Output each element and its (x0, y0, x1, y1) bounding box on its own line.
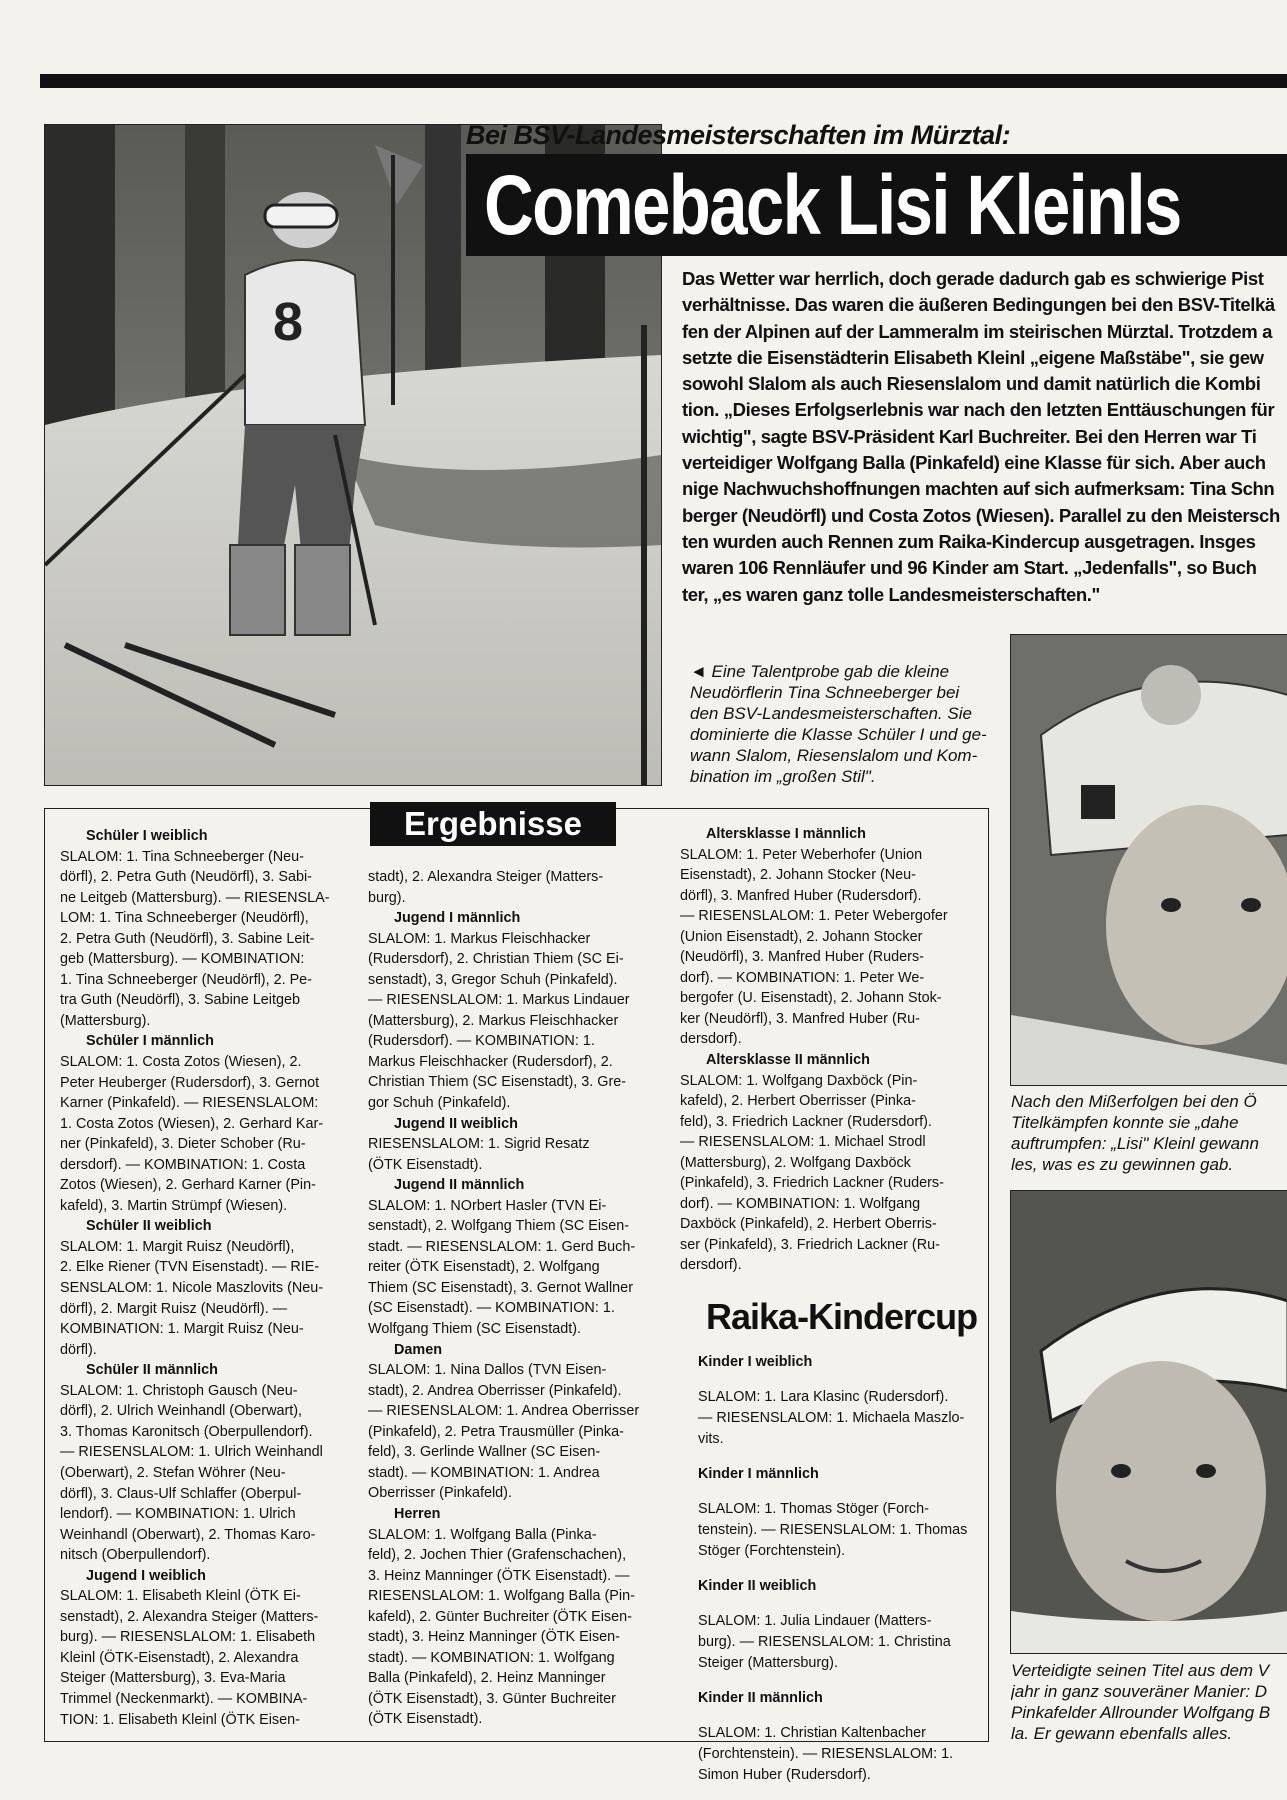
result-line: stadt). — KOMBINATION: 1. Andrea (368, 1464, 600, 1481)
result-line: (Neudörfl), 3. Manfred Huber (Ruders- (680, 949, 924, 966)
result-line: (Forchtenstein). — RIESENSLALOM: 1. (698, 1746, 954, 1762)
result-line: nitsch (Oberpullendorf). (60, 1547, 211, 1564)
result-line: kafeld), 3. Martin Strümpf (Wiesen). (60, 1197, 288, 1214)
result-line: Steiger (Mattersburg), 3. Eva-Maria (60, 1670, 286, 1687)
result-line: gor Schuh (Pinkafeld). (368, 1095, 511, 1112)
result-line: SENSLALOM: 1. Nicole Maszlovits (Neu- (60, 1280, 324, 1297)
category-heading: Kinder II weiblich (698, 1578, 817, 1594)
result-line: dörfl), 2. Ulrich Weinhandl (Oberwart), (60, 1403, 303, 1420)
result-line: SLALOM: 1. Thomas Stöger (Forch- (698, 1501, 929, 1517)
caption-line: den BSV-Landesmeisterschaften. Sie (690, 704, 972, 723)
category-heading: Jugend I weiblich (86, 1567, 206, 1584)
category-heading: Schüler II weiblich (86, 1218, 212, 1235)
lead-line: tion. „Dieses Erfolgserlebnis war nach den letzten Enttäuschungen für (682, 399, 1275, 421)
category-heading: Kinder I weiblich (698, 1354, 813, 1370)
caption-line: jahr in ganz souveräner Manier: D (1011, 1682, 1268, 1701)
result-line: tenstein). — RIESENSLALOM: 1. Thomas (698, 1522, 968, 1538)
result-line: — RIESENSLALOM: 1. Michael Strodl (680, 1134, 926, 1151)
category-heading: Schüler I männlich (86, 1033, 214, 1050)
lead-line: berger (Neudörfl) und Costa Zotos (Wiesen). Parallel zu den Meistersch (682, 504, 1280, 526)
lead-line: nige Nachwuchshoffnungen machten auf sich aufmerksam: Tina Schn (682, 478, 1275, 500)
category-heading: Schüler II männlich (86, 1362, 218, 1379)
result-line: (Union Eisenstadt), 2. Johann Stocker (680, 928, 923, 945)
result-line: Trimmel (Neckenmarkt). — KOMBINA- (60, 1690, 308, 1707)
result-line: stadt), 2. Alexandra Steiger (Matters- (368, 869, 604, 885)
result-line: vits. (698, 1431, 724, 1447)
result-line: feld), 2. Jochen Thier (Grafenschachen), (368, 1547, 627, 1564)
lead-line: verhältnisse. Das waren die äußeren Bedingungen bei den BSV-Titelkä (682, 294, 1275, 316)
portrait-girl-photo (1010, 634, 1287, 1086)
result-line: senstadt), 2. Alexandra Steiger (Matters- (60, 1608, 319, 1625)
result-line: stadt), 2. Andrea Oberrisser (Pinkafeld). (368, 1382, 622, 1399)
spacer (698, 1597, 983, 1611)
lead-paragraph (682, 266, 1287, 608)
caption-line: bination im „großen Stil". (690, 767, 876, 786)
category-heading: Damen (394, 1341, 442, 1358)
result-line: burg). — RIESENSLALOM: 1. Elisabeth (60, 1629, 316, 1646)
result-line: kafeld), 2. Günter Buchreiter (ÖTK Eisen- (368, 1608, 632, 1625)
result-line: dörfl). (60, 1341, 97, 1358)
category-heading: Jugend II weiblich (394, 1115, 518, 1132)
lead-line: wichtig", sagte BSV-Präsident Karl Buchreiter. Bei den Herren war Ti (682, 425, 1257, 447)
lead-line: ter, „es waren ganz tolle Landesmeisterschaften." (682, 583, 1100, 605)
category-heading: Kinder I männlich (698, 1466, 819, 1482)
result-line: Weinhandl (Oberwart), 2. Thomas Karo- (60, 1526, 316, 1543)
result-line: senstadt), 3, Gregor Schuh (Pinkafeld). (368, 971, 618, 988)
category-heading: Kinder II männlich (698, 1690, 823, 1706)
result-line: dersdorf). — KOMBINATION: 1. Costa (60, 1156, 306, 1173)
result-line: 2. Elke Riener (TVN Eisenstadt). — RIE- (60, 1259, 320, 1276)
spacer (698, 1709, 983, 1723)
kindercup-title: Raika-Kindercup (706, 1296, 978, 1337)
caption-line: Neudörflerin Tina Schneeberger bei (690, 683, 960, 702)
caption-line: Verteidigte seinen Titel aus dem V (1011, 1661, 1270, 1680)
result-line: Thiem (SC Eisenstadt), 3. Gernot Wallner (368, 1279, 633, 1296)
result-line: dörfl), 3. Manfred Huber (Rudersdorf). (680, 887, 922, 904)
category-heading: Altersklasse I männlich (706, 826, 866, 842)
result-line: 1. Tina Schneeberger (Neudörfl), 2. Pe- (60, 971, 312, 988)
result-line: (ÖTK Eisenstadt). (368, 1711, 483, 1728)
spacer (698, 1450, 983, 1464)
result-line: ner (Pinkafeld), 3. Dieter Schober (Ru- (60, 1136, 306, 1153)
result-line: dersdorf). (680, 1031, 742, 1048)
result-line: KOMBINATION: 1. Margit Ruisz (Neu- (60, 1321, 304, 1338)
lead-line: Das Wetter war herrlich, doch gerade dadurch gab es schwierige Pist (682, 268, 1264, 289)
caption-line: ◄ Eine Talentprobe gab die kleine (690, 662, 950, 681)
result-line: lendorf). — KOMBINATION: 1. Ulrich (60, 1506, 296, 1523)
category-heading: Jugend I männlich (394, 910, 521, 927)
result-line: SLALOM: 1. Costa Zotos (Wiesen), 2. (60, 1054, 302, 1071)
result-line: Simon Huber (Rudersdorf). (698, 1767, 871, 1783)
result-line: dörfl), 2. Petra Guth (Neudörfl), 3. Sabi- (60, 869, 312, 886)
headline-text: Comeback Lisi Kleinls (484, 158, 1181, 252)
result-line: SLALOM: 1. NOrbert Hasler (TVN Ei- (368, 1197, 607, 1214)
results-column-1 (60, 826, 356, 1730)
result-line: burg). (368, 889, 406, 906)
result-line: ser (Pinkafeld), 3. Friedrich Lackner (Ru- (680, 1236, 940, 1253)
lead-line: fen der Alpinen auf der Lammeralm im steirischen Mürztal. Trotzdem a (682, 320, 1272, 342)
result-line: SLALOM: 1. Tina Schneeberger (Neu- (60, 848, 304, 865)
svg-text:8: 8 (273, 292, 304, 352)
category-heading: Altersklasse II männlich (706, 1052, 870, 1069)
result-line: tra Guth (Neudörfl), 3. Sabine Leitgeb (60, 992, 300, 1009)
result-line: 3. Thomas Karonitsch (Oberpullendorf). (60, 1423, 313, 1440)
result-line: SLALOM: 1. Christoph Gausch (Neu- (60, 1382, 298, 1399)
result-line: dorf). — KOMBINATION: 1. Wolfgang (680, 1195, 921, 1212)
result-line: RIESENSLALOM: 1. Wolfgang Balla (Pin- (368, 1588, 635, 1605)
caption-line: Pinkafelder Allrounder Wolfgang B (1011, 1703, 1271, 1722)
spacer (698, 1562, 983, 1576)
result-line: (Mattersburg), 2. Wolfgang Daxböck (680, 1154, 911, 1171)
result-line: SLALOM: 1. Christian Kaltenbacher (698, 1725, 926, 1741)
caption-line: Titelkämpfen konnte sie „dahe (1011, 1113, 1239, 1132)
result-line: Daxböck (Pinkafeld), 2. Herbert Oberris- (680, 1216, 937, 1233)
lead-line: ten wurden auch Rennen zum Raika-Kindercup ausgetragen. Insges (682, 530, 1256, 552)
result-line: Karner (Pinkafeld). — RIESENSLALOM: (60, 1095, 319, 1112)
result-line: senstadt), 2. Wolfgang Thiem (SC Eisen- (368, 1218, 630, 1235)
result-line: stadt), 3. Heinz Manninger (ÖTK Eisen- (368, 1629, 620, 1646)
lead-line: verteidiger Wolfgang Balla (Pinkafeld) eine Klasse für sich. Aber auch (682, 452, 1266, 474)
result-line: feld), 3. Friedrich Lackner (Rudersdorf). (680, 1113, 932, 1130)
result-line: — RIESENSLALOM: 1. Ulrich Weinhandl (60, 1444, 323, 1461)
result-line: Steiger (Mattersburg). (698, 1655, 838, 1671)
result-line: SLALOM: 1. Margit Ruisz (Neudörfl), (60, 1238, 295, 1255)
results-title: Ergebnisse (370, 802, 616, 846)
result-line: — RIESENSLALOM: 1. Michaela Maszlo- (698, 1410, 965, 1426)
top-rule (40, 74, 1287, 88)
results-column-3 (680, 824, 980, 1276)
result-line: — RIESENSLALOM: 1. Andrea Oberrisser (368, 1403, 640, 1420)
result-line: — RIESENSLALOM: 1. Peter Webergofer (680, 908, 948, 925)
result-line: stadt. — RIESENSLALOM: 1. Gerd Buch- (368, 1238, 636, 1255)
result-line: TION: 1. Elisabeth Kleinl (ÖTK Eisen- (60, 1711, 300, 1728)
category-heading: Schüler I weiblich (86, 828, 208, 844)
result-line: (Mattersburg). (60, 1012, 151, 1029)
result-line: 1. Costa Zotos (Wiesen), 2. Gerhard Kar- (60, 1115, 324, 1132)
result-line: RIESENSLALOM: 1. Sigrid Resatz (368, 1136, 590, 1153)
result-line: SLALOM: 1. Markus Fleischhacker (368, 930, 591, 947)
result-line: dörfl), 2. Margit Ruisz (Neudörfl). — (60, 1300, 288, 1317)
result-line: SLALOM: 1. Wolfgang Balla (Pinka- (368, 1526, 597, 1543)
caption-line: les, was es zu gewinnen gab. (1011, 1155, 1234, 1174)
result-line: Stöger (Forchtenstein). (698, 1543, 846, 1559)
result-line: (SC Eisenstadt). — KOMBINATION: 1. (368, 1300, 615, 1317)
result-line: (Pinkafeld), 3. Friedrich Lackner (Ruders- (680, 1175, 944, 1192)
result-line: SLALOM: 1. Wolfgang Daxböck (Pin- (680, 1072, 918, 1089)
result-line: ne Leitgeb (Mattersburg). — RIESENSLA- (60, 889, 330, 906)
result-line: dersdorf). (680, 1257, 742, 1274)
caption-line: wann Slalom, Riesenslalom und Kom- (690, 746, 978, 765)
result-line: Eisenstadt), 2. Johann Stocker (Neu- (680, 867, 916, 884)
result-line: ker (Neudörfl), 3. Manfred Huber (Ru- (680, 1010, 920, 1027)
result-line: Wolfgang Thiem (SC Eisenstadt). (368, 1321, 582, 1338)
result-line: (Pinkafeld), 2. Petra Trausmüller (Pinka- (368, 1423, 624, 1440)
result-line: Markus Fleischhacker (Rudersdorf), 2. (368, 1053, 613, 1070)
caption-line: auftrumpfen: „Lisi" Kleinl gewann (1011, 1134, 1259, 1153)
result-line: (Mattersburg), 2. Markus Fleischhacker (368, 1012, 619, 1029)
caption-kleinl (1011, 1091, 1287, 1175)
result-line: SLALOM: 1. Elisabeth Kleinl (ÖTK Ei- (60, 1588, 301, 1605)
result-line: Oberrisser (Pinkafeld). (368, 1485, 512, 1502)
result-line: 2. Petra Guth (Neudörfl), 3. Sabine Leit- (60, 930, 315, 947)
category-heading: Jugend II männlich (394, 1177, 525, 1194)
result-line: feld), 3. Gerlinde Wallner (SC Eisen- (368, 1444, 601, 1461)
result-line: kafeld), 2. Herbert Oberrisser (Pinka- (680, 1093, 916, 1110)
result-line: Balla (Pinkafeld), 2. Heinz Manninger (368, 1670, 606, 1687)
result-line: (Oberwart), 2. Stefan Wöhrer (Neu- (60, 1464, 286, 1481)
result-line: (Rudersdorf). — KOMBINATION: 1. (368, 1033, 595, 1050)
result-line: bergofer (U. Eisenstadt), 2. Johann Stok- (680, 990, 942, 1007)
result-line: SLALOM: 1. Nina Dallos (TVN Eisen- (368, 1362, 607, 1379)
caption-line: Nach den Mißerfolgen bei den Ö (1011, 1092, 1257, 1111)
caption-line: la. Er gewann ebenfalls alles. (1011, 1724, 1233, 1743)
result-line: Christian Thiem (SC Eisenstadt), 3. Gre- (368, 1074, 627, 1091)
result-line: burg). — RIESENSLALOM: 1. Christina (698, 1634, 951, 1650)
result-line: stadt). — KOMBINATION: 1. Wolfgang (368, 1649, 615, 1666)
kindercup-results (698, 1352, 983, 1786)
spacer (698, 1373, 983, 1387)
result-line: (ÖTK Eisenstadt). (368, 1156, 483, 1173)
result-line: 3. Heinz Manninger (ÖTK Eisenstadt). — (368, 1567, 630, 1584)
lead-line: setzte die Eisenstädterin Elisabeth Kleinl „eigene Maßstäbe", sie gew (682, 346, 1264, 368)
result-line: geb (Mattersburg). — KOMBINATION: (60, 951, 305, 968)
portrait-man-photo (1010, 1190, 1287, 1654)
results-column-2 (368, 867, 668, 1730)
lead-line: waren 106 Rennläufer und 96 Kinder am Start. „Jedenfalls", so Buch (682, 557, 1257, 579)
result-line: Kleinl (ÖTK-Eisenstadt), 2. Alexandra (60, 1649, 299, 1666)
spacer (698, 1485, 983, 1499)
kicker: Bei BSV-Landesmeisterschaften im Mürztal: (466, 120, 1011, 150)
result-line: SLALOM: 1. Peter Weberhofer (Union (680, 846, 923, 863)
caption-balla (1011, 1660, 1287, 1744)
result-line: dorf). — KOMBINATION: 1. Peter We- (680, 969, 925, 986)
result-line: reiter (ÖTK Eisenstadt), 2. Wolfgang (368, 1259, 600, 1276)
category-heading: Herren (394, 1505, 441, 1522)
caption-talent (690, 661, 990, 787)
result-line: (ÖTK Eisenstadt), 3. Günter Buchreiter (368, 1690, 616, 1707)
result-line: LOM: 1. Tina Schneeberger (Neudörfl), (60, 910, 309, 927)
result-line: Zotos (Wiesen), 2. Gerhard Karner (Pin- (60, 1177, 316, 1194)
headline (466, 154, 1287, 256)
lead-line: sowohl Slalom als auch Riesenslalom und damit natürlich die Kombi (682, 373, 1261, 395)
result-line: SLALOM: 1. Lara Klasinc (Rudersdorf). (698, 1389, 949, 1405)
result-line: dörfl), 3. Claus-Ulf Schlaffer (Oberpul- (60, 1485, 302, 1502)
spacer (698, 1674, 983, 1688)
result-line: Peter Heuberger (Rudersdorf), 3. Gernot (60, 1074, 320, 1091)
result-line: (Rudersdorf), 2. Christian Thiem (SC Ei- (368, 951, 624, 968)
result-line: SLALOM: 1. Julia Lindauer (Matters- (698, 1613, 932, 1629)
result-line: — RIESENSLALOM: 1. Markus Lindauer (368, 992, 630, 1009)
caption-line: dominierte die Klasse Schüler I und ge- (690, 725, 987, 744)
